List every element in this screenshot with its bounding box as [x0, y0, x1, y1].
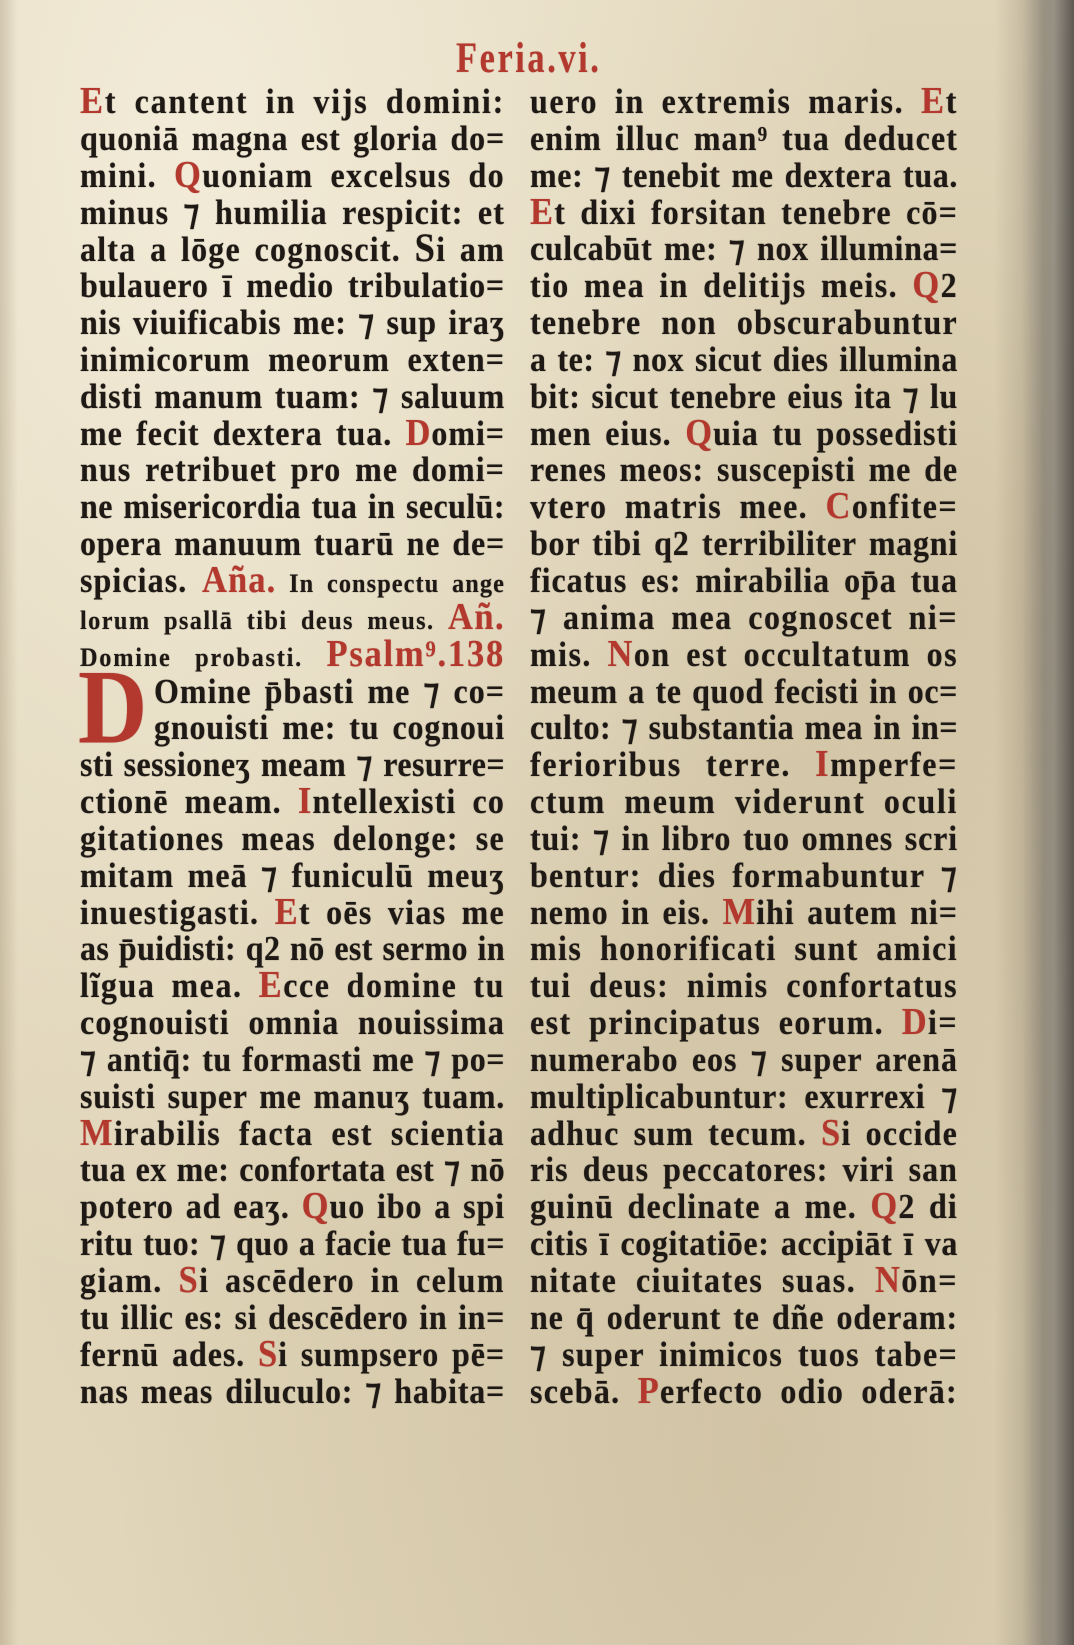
text-run: nus retribuet pro me domi= — [80, 449, 505, 490]
line-text — [530, 523, 958, 563]
text-run: ris deus peccatores: viri san — [530, 1149, 958, 1190]
text-line — [530, 376, 958, 417]
text-run: cce domine tu — [283, 965, 505, 1005]
line-text — [80, 81, 505, 121]
text-run: tio mea in delitijs meis. — [530, 265, 913, 305]
text-line — [530, 265, 958, 306]
rubric-label: Añ. — [447, 595, 505, 638]
line-text — [80, 1334, 505, 1374]
text-run: inuestigasti. — [80, 891, 275, 932]
rubric-initial: Q — [870, 1185, 899, 1227]
rubric-initial: S — [258, 1332, 279, 1375]
text-line — [80, 965, 505, 1006]
line-text — [154, 707, 505, 747]
text-line — [80, 1260, 505, 1301]
line-text — [530, 597, 958, 637]
text-line — [80, 1334, 505, 1375]
text-line — [80, 376, 505, 417]
line-text — [530, 818, 958, 858]
text-run: ⁊ antiq̄: tu formasti me ⁊ po= — [80, 1038, 505, 1079]
line-text — [530, 1186, 958, 1226]
text-line — [80, 781, 505, 822]
line-text — [530, 339, 958, 379]
line-text — [530, 376, 958, 416]
rubric-initial: M — [722, 890, 757, 933]
line-text — [530, 1297, 958, 1337]
line-text — [80, 1371, 505, 1411]
text-run: disti manum tuam: ⁊ saluum — [80, 375, 505, 416]
text-line — [530, 192, 958, 233]
rubric-initial: S — [178, 1258, 200, 1301]
text-run: tenebre non obscurabuntur — [530, 302, 958, 342]
rubric-initial: E — [530, 190, 555, 233]
line-text — [80, 1297, 505, 1337]
text-line — [530, 892, 958, 933]
rubric-initial: E — [258, 964, 284, 1006]
line-text — [80, 1149, 505, 1189]
text-line — [530, 670, 958, 711]
rubric-initial: Q — [685, 411, 714, 454]
text-line — [80, 225, 505, 271]
text-run: t cantent in vijs domini: — [104, 80, 505, 121]
line-text — [80, 744, 505, 784]
rubric-initial: E — [921, 79, 946, 122]
text-run: irabilis facta est scientia — [114, 1112, 505, 1153]
text-line — [530, 81, 958, 122]
text-line — [80, 1149, 505, 1190]
line-text — [80, 928, 505, 968]
text-line — [530, 1113, 958, 1154]
text-line — [530, 818, 958, 859]
text-run: alta a lōge cognoscit. — [80, 229, 415, 270]
text-line — [530, 1002, 958, 1043]
rubric-initial: N — [874, 1258, 902, 1301]
text-line — [80, 1371, 505, 1412]
text-run: inimicorum meorum exten= — [80, 338, 505, 379]
text-line — [530, 928, 958, 969]
line-text — [80, 302, 505, 342]
text-line — [80, 744, 505, 785]
text-run: uoniam excelsus do — [202, 154, 505, 195]
rubric-initial: D — [405, 411, 432, 454]
text-line — [80, 155, 505, 196]
rubric-initial: E — [274, 890, 299, 933]
line-text — [530, 192, 958, 232]
rubric-initial: C — [825, 485, 852, 527]
line-text — [80, 523, 505, 563]
text-line — [80, 302, 505, 343]
text-line — [530, 413, 958, 454]
text-run: tua ex me: confortata est ⁊ nō — [80, 1149, 505, 1190]
text-run: tui: ⁊ in libro tuo omnes scri — [530, 817, 958, 858]
text-line — [530, 1297, 958, 1338]
text-run: gitationes meas delonge: se — [80, 817, 505, 858]
text-run: i sumpsero pē= — [278, 1333, 505, 1374]
rubric-initial: M — [80, 1111, 114, 1154]
text-line — [530, 965, 958, 1006]
text-run: gnouisti me: tu cognoui — [154, 707, 505, 747]
text-line — [80, 597, 505, 638]
text-line — [80, 892, 505, 933]
rubric-initial: I — [297, 779, 313, 822]
text-run: i= — [928, 1002, 958, 1042]
text-line — [530, 560, 958, 601]
text-line — [80, 339, 505, 380]
line-text — [80, 965, 505, 1005]
line-text — [530, 855, 958, 895]
initial-letter: S — [414, 225, 437, 271]
text-run: lĩgua mea. — [80, 965, 259, 1005]
text-run: nemo in eis. — [530, 891, 723, 932]
text-run: mitam meā ⁊ funiculū meuʒ — [80, 854, 505, 895]
text-line — [80, 1039, 505, 1080]
text-run: 2 — [940, 265, 958, 305]
text-run: ctionē meam. — [80, 781, 298, 821]
text-run: t dixi forsitan tenebre cō= — [554, 191, 958, 232]
rubric-initial: D — [901, 1000, 929, 1043]
line-text — [80, 1002, 505, 1042]
text-run: ⁊ anima mea cognoscet ni= — [530, 596, 958, 637]
antiphon-text: In conspectu ange — [276, 568, 505, 599]
text-run: ctum meum viderunt oculi — [530, 781, 958, 821]
text-run: Omine p̄basti me ⁊ co= — [154, 670, 505, 711]
line-text — [80, 892, 505, 932]
text-run: mperfe= — [830, 744, 958, 784]
antiphon-text: Domine probasti. — [80, 642, 327, 673]
text-line — [80, 265, 505, 306]
text-run: nas meas diluculo: ⁊ habita= — [80, 1370, 505, 1411]
line-text — [80, 1186, 505, 1226]
line-text — [530, 1039, 958, 1079]
text-run: fernū ades. — [80, 1333, 259, 1374]
text-run: mis. — [530, 633, 608, 674]
text-line — [80, 560, 505, 601]
line-text — [530, 744, 958, 784]
antiphon-text: lorum psallā tibi deus meus. — [80, 605, 448, 636]
line-text — [530, 1334, 958, 1374]
text-run: i am — [436, 229, 505, 270]
line-text — [530, 707, 958, 747]
line-text — [530, 1002, 958, 1042]
line-text — [530, 1076, 958, 1116]
text-line — [80, 928, 505, 969]
line-text — [80, 118, 505, 158]
line-text — [530, 413, 958, 453]
text-run: culcabūt me: ⁊ nox illumina= — [530, 228, 958, 268]
text-line — [530, 155, 958, 196]
text-run: meum a te quod fecisti in oc= — [530, 670, 958, 711]
text-line — [80, 1076, 505, 1117]
text-line — [80, 523, 505, 564]
line-text — [154, 670, 505, 710]
text-run: bulauero ī medio tribulatio= — [80, 265, 505, 305]
text-line — [80, 118, 505, 159]
line-text — [530, 892, 958, 932]
text-run: uia tu possedisti — [713, 412, 958, 453]
line-text — [530, 228, 958, 268]
line-text — [530, 634, 958, 674]
line-text — [530, 486, 958, 526]
text-run: nitate ciuitates suas. — [530, 1259, 875, 1300]
text-run: tui deus: nimis confortatus — [530, 965, 958, 1005]
text-run: tu illic es: si descēdero in in= — [80, 1296, 505, 1337]
text-run: sti sessioneʒ meam ⁊ resurre= — [80, 744, 505, 784]
line-text — [530, 1113, 958, 1153]
text-line — [530, 449, 958, 490]
text-run: quoniā magna est gloria do= — [80, 117, 505, 158]
rubric-label: Aña. — [201, 558, 277, 601]
page-edge-shadow — [994, 0, 1074, 1645]
line-text — [80, 1223, 505, 1263]
text-run: ntellexisti co — [312, 781, 505, 821]
text-run: vtero matris mee. — [530, 486, 826, 526]
text-line — [80, 1297, 505, 1338]
text-run: i occide — [841, 1112, 958, 1153]
text-run: me fecit dextera tua. — [80, 412, 406, 453]
text-line — [80, 81, 505, 122]
text-run: giam. — [80, 1259, 179, 1300]
rubric-initial: E — [80, 79, 105, 122]
text-run: adhuc sum tecum. — [530, 1112, 822, 1153]
text-run: potero ad eaʒ. — [80, 1186, 302, 1226]
text-run: bit: sicut tenebre eius ita ⁊ lu — [530, 375, 958, 416]
line-text — [530, 118, 958, 158]
text-line — [530, 855, 958, 896]
line-text — [530, 560, 958, 600]
text-line — [80, 449, 505, 490]
text-line — [80, 1002, 505, 1043]
text-line — [530, 1371, 958, 1412]
rubric-initial: Q — [173, 153, 203, 196]
line-text — [80, 376, 505, 416]
text-run: erfecto odio oderā: — [659, 1370, 958, 1411]
drop-cap-initial: D — [78, 647, 148, 766]
line-text — [530, 449, 958, 489]
text-line — [530, 1186, 958, 1227]
line-text — [80, 225, 505, 271]
text-run: ferioribus terre. — [530, 744, 816, 784]
text-line — [530, 1334, 958, 1375]
text-line — [530, 744, 958, 785]
text-run: scebā. — [530, 1370, 638, 1411]
rubric-initial: S — [821, 1111, 842, 1154]
text-run: onfite= — [851, 486, 958, 526]
line-text — [80, 449, 505, 489]
line-text — [80, 413, 505, 453]
text-run: ficatus es: mirabilia op̄a tua — [530, 559, 958, 600]
line-text — [530, 81, 958, 121]
line-text — [530, 1260, 958, 1300]
text-line — [80, 1186, 505, 1227]
text-run: citis ī cogitatiōe: accipiāt ī va — [530, 1223, 958, 1263]
line-text — [530, 1371, 958, 1411]
line-text — [80, 597, 505, 637]
line-text — [530, 1149, 958, 1189]
line-text — [530, 155, 958, 195]
line-text — [530, 1223, 958, 1263]
text-line — [530, 302, 958, 343]
text-line — [530, 523, 958, 564]
text-run: ōn= — [901, 1259, 958, 1300]
text-run: ihi autem ni= — [756, 891, 958, 932]
text-line — [80, 818, 505, 859]
line-text — [530, 928, 958, 968]
text-run: me: ⁊ tenebit me dextera tua. — [530, 154, 958, 195]
text-run: enim illuc man⁹ tua deducet — [530, 117, 958, 158]
text-run: 2 di — [898, 1186, 958, 1226]
running-head: Feria.vi. — [456, 32, 602, 82]
line-text — [80, 855, 505, 895]
text-run: numerabo eos ⁊ super arenā — [530, 1038, 958, 1079]
text-run: multiplicabuntur: exurrexi ⁊ — [530, 1075, 958, 1116]
line-text — [80, 1260, 505, 1300]
text-line — [530, 486, 958, 527]
text-line — [80, 413, 505, 454]
text-line — [80, 486, 505, 527]
text-line — [80, 192, 505, 233]
text-run: bentur: dies formabuntur ⁊ — [530, 854, 958, 895]
text-run: ⁊ super inimicos tuos tabe= — [530, 1333, 958, 1374]
right-text-column — [530, 79, 959, 1412]
line-text — [80, 781, 505, 821]
text-line — [80, 1113, 505, 1154]
text-line — [530, 1039, 958, 1080]
rubric-label: Psalm⁹.138 — [326, 632, 505, 675]
line-text — [80, 1113, 505, 1153]
text-run: ne misericordia tua in seculū: — [80, 486, 505, 526]
text-run: ne q̄ oderunt te dñe oderam: — [530, 1296, 958, 1337]
text-run: mis honorificati sunt amici — [530, 928, 958, 968]
text-run: t oēs vias me — [298, 891, 506, 932]
line-text — [80, 265, 505, 305]
text-line — [530, 1076, 958, 1117]
text-run: cognouisti omnia nouissima — [80, 1002, 505, 1042]
text-line — [530, 634, 958, 675]
text-line — [80, 1223, 505, 1264]
text-line — [80, 707, 505, 748]
line-text — [530, 302, 958, 342]
text-run: renes meos: suscepisti me de — [530, 449, 958, 490]
line-text — [80, 1039, 505, 1079]
rubric-initial: Q — [912, 264, 941, 306]
text-line — [530, 228, 958, 269]
line-text — [80, 1076, 505, 1116]
line-text — [530, 965, 958, 1005]
text-run: mini. — [80, 154, 174, 195]
text-run: nis viuificabis me: ⁊ sup iraʒ — [80, 302, 505, 342]
text-run: est principatus eorum. — [530, 1002, 902, 1042]
text-run: omi= — [431, 412, 505, 453]
text-run: suisti super me manuʒ tuam. — [80, 1075, 505, 1116]
text-run: as p̄uidisti: q2 nō est sermo in — [80, 928, 505, 968]
page-left-edge — [0, 0, 18, 1645]
text-run: ritu tuo: ⁊ quo a facie tua fu= — [80, 1223, 505, 1263]
line-text — [80, 155, 505, 195]
left-text-column — [78, 79, 506, 1411]
rubric-initial: N — [607, 632, 634, 675]
text-run: on est occultatum os — [633, 633, 959, 674]
text-line — [530, 118, 958, 159]
line-text — [80, 339, 505, 379]
text-run: men eius. — [530, 412, 686, 453]
text-run: opera manuum tuarū ne de= — [80, 523, 505, 563]
text-run: a te: ⁊ nox sicut dies illumina — [530, 338, 958, 379]
text-line — [530, 1223, 958, 1264]
text-run: uo ibo a spi — [329, 1186, 505, 1226]
text-line — [530, 707, 958, 748]
line-text — [80, 486, 505, 526]
text-line — [530, 597, 958, 638]
line-text — [530, 265, 958, 305]
text-line — [530, 339, 958, 380]
text-run: guinū declinate a me. — [530, 1186, 871, 1226]
line-text — [80, 560, 505, 600]
line-text — [530, 781, 958, 821]
text-run: spicias. — [80, 559, 202, 600]
rubric-initial: I — [815, 743, 831, 785]
line-text — [80, 192, 505, 232]
text-run: i ascēdero in celum — [199, 1259, 505, 1300]
text-run: t — [945, 80, 958, 121]
text-run: bor tibi q2 terribiliter magni — [530, 523, 958, 563]
text-run: culto: ⁊ substantia mea in in= — [530, 707, 958, 747]
rubric-initial: P — [637, 1369, 660, 1412]
text-run: uero in extremis maris. — [530, 80, 922, 121]
line-text — [530, 670, 958, 710]
line-text — [80, 818, 505, 858]
text-run: minus ⁊ humilia respicit: et — [80, 191, 505, 232]
text-line — [80, 855, 505, 896]
text-line — [530, 781, 958, 822]
rubric-initial: Q — [301, 1185, 330, 1227]
text-line — [530, 1260, 958, 1301]
